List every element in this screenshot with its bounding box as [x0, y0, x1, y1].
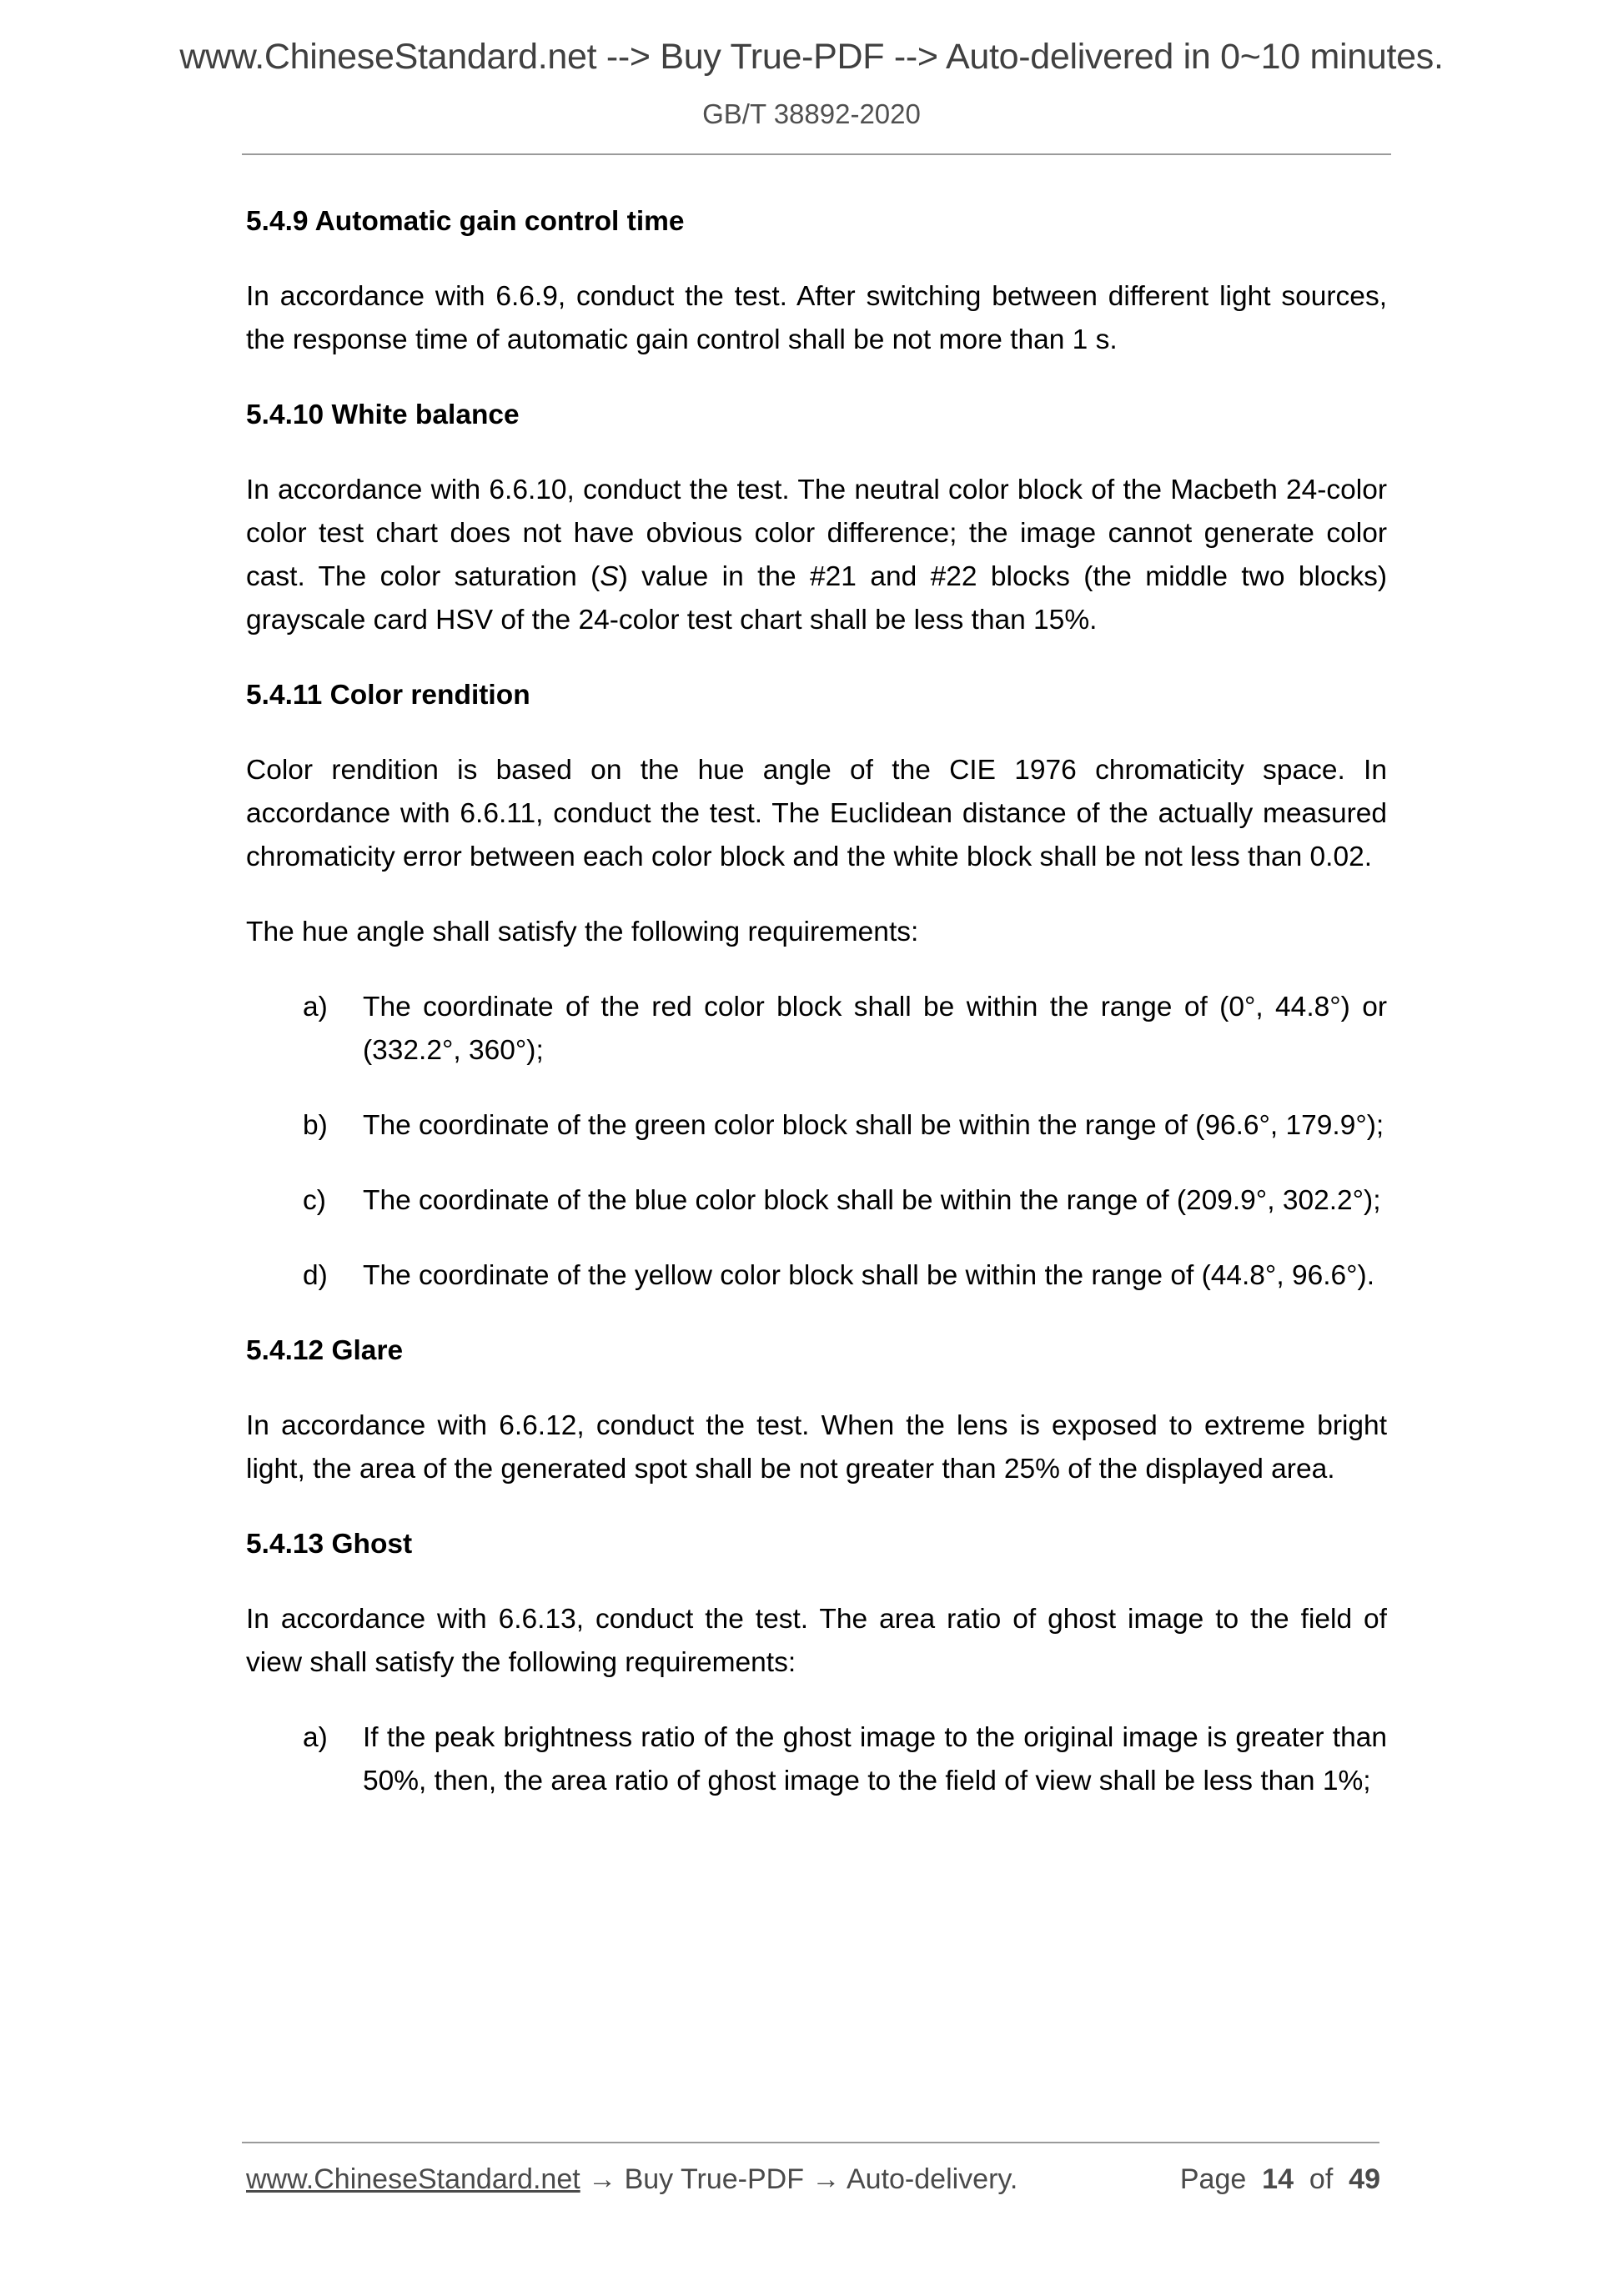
section-body-agc: In accordance with 6.6.9, conduct the test. After switching between different light sources, the response time of automatic gain control shall be not more than 1 s. — [246, 281, 1387, 355]
footer-promo-text: → Buy True-PDF → Auto-delivery. — [580, 2163, 1018, 2195]
body-text: ) value in the #21 and #22 blocks (the middle two blocks) grayscale card HSV of the 24-color test chart shall be less than 15%. — [246, 561, 1387, 636]
hue-angle-intro: The hue angle shall satisfy the following requirements: — [246, 917, 919, 947]
footer-promo — [246, 2163, 1018, 2196]
list-item-text: The coordinate of the red color block shall be within the range of (0°, 44.8°) or (332.2°, 360°); — [363, 992, 1387, 1066]
list-item-text: The coordinate of the yellow color block shall be within the range of (44.8°, 96.6°). — [363, 1260, 1375, 1291]
ghost-list — [246, 1716, 1387, 1803]
list-item-text: If the peak brightness ratio of the ghost image to the original image is greater than 50%, then, the area ratio of ghost image to the field of view shall be less than 1%; — [363, 1722, 1387, 1796]
top-banner: www.ChineseStandard.net --> Buy True-PDF --> Auto-delivered in 0~10 minutes. — [179, 37, 1444, 77]
list-item-text: The coordinate of the green color block shall be within the range of (96.6°, 179.9°); — [363, 1110, 1384, 1141]
list-marker: b) — [303, 1110, 328, 1141]
of-label: of — [1309, 2163, 1334, 2195]
section-heading-color-rendition: 5.4.11 Color rendition — [246, 680, 530, 711]
saturation-symbol: S — [600, 561, 619, 592]
list-item-text: The coordinate of the blue color block shall be within the range of (209.9°, 302.2°); — [363, 1185, 1381, 1216]
list-item — [246, 1104, 1387, 1148]
page-footer — [246, 2163, 1380, 2196]
footer-site-link[interactable]: www.ChineseStandard.net — [246, 2163, 580, 2195]
section-heading-glare: 5.4.12 Glare — [246, 1335, 404, 1366]
list-item — [246, 1254, 1387, 1298]
list-marker: a) — [303, 1722, 328, 1753]
list-item — [246, 1179, 1387, 1223]
list-marker: c) — [303, 1185, 326, 1216]
section-heading-white-balance: 5.4.10 White balance — [246, 399, 520, 430]
section-heading-ghost: 5.4.13 Ghost — [246, 1529, 413, 1560]
list-item — [246, 1716, 1387, 1803]
section-heading-agc: 5.4.9 Automatic gain control time — [246, 206, 685, 237]
body-text: In accordance with 6.6.10, conduct the test. The neutral color block of the Macbeth 24-color color test chart does not have obvious color difference; the image cannot generate color cast. The color saturation ( — [246, 475, 1387, 592]
section-body-ghost: In accordance with 6.6.13, conduct the test. The area ratio of ghost image to the field of view shall satisfy the following requirements: — [246, 1604, 1387, 1678]
list-item — [246, 986, 1387, 1073]
list-marker: a) — [303, 992, 328, 1022]
total-pages: 49 — [1349, 2163, 1380, 2195]
hue-angle-list — [246, 986, 1387, 1298]
page-label: Page — [1179, 2163, 1247, 2195]
section-body-white-balance — [246, 469, 1387, 642]
section-body-glare: In accordance with 6.6.12, conduct the test. When the lens is exposed to extreme bright light, the area of the generated spot shall be not greater than 25% of the displayed area. — [246, 1410, 1387, 1485]
header-divider — [242, 153, 1391, 155]
footer-divider — [242, 2142, 1379, 2143]
current-page: 14 — [1262, 2163, 1294, 2195]
document-code: GB/T 38892-2020 — [702, 98, 921, 129]
page-indicator — [1180, 2163, 1380, 2196]
list-marker: d) — [303, 1260, 328, 1291]
section-body-color-rendition: Color rendition is based on the hue angle of the CIE 1976 chromaticity space. In accordance with 6.6.11, conduct the test. The Euclidean distance of the actually measured chromaticity error between each color block and the white block shall be not less than 0.02. — [246, 755, 1387, 872]
page-content — [246, 200, 1387, 1835]
